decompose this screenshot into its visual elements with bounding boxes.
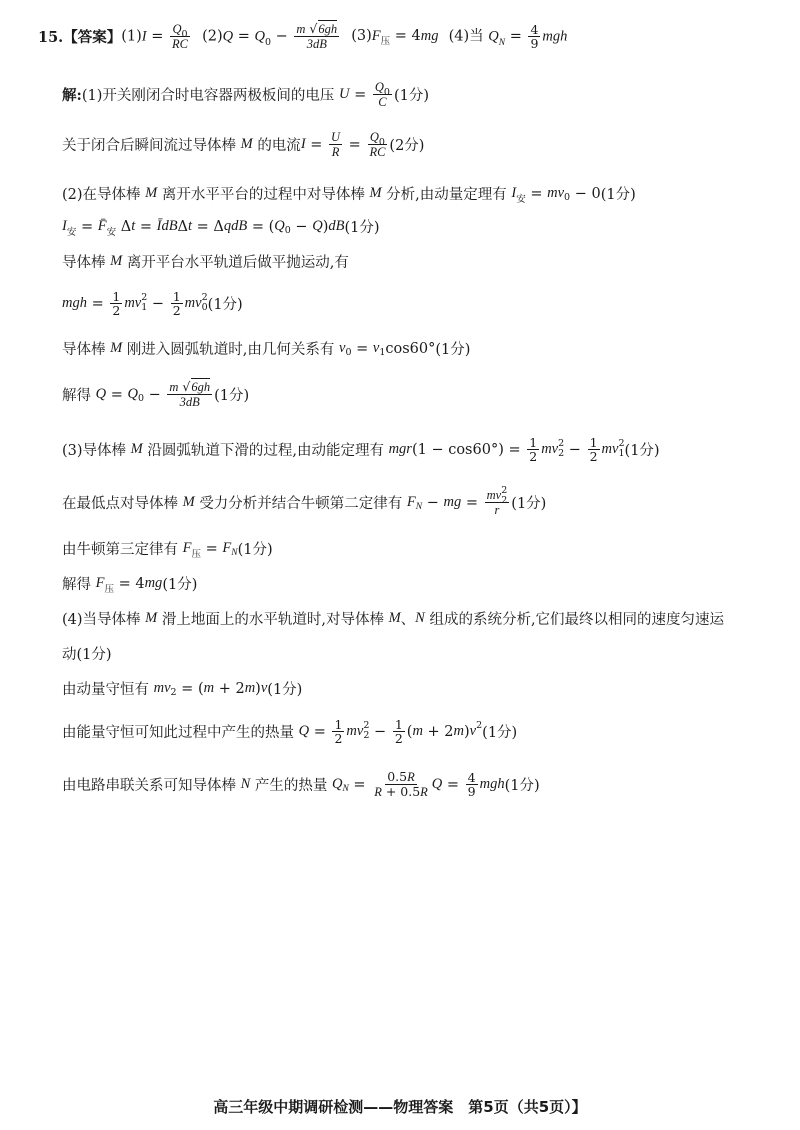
solution-line-13: (4)当导体棒 M 滑上地面上的水平轨道时,对导体棒 M 、 N 组成的系统分析,它们最终以相同的速度匀速运 xyxy=(62,610,725,628)
solution-text: (1)开关刚闭合时电容器两极板间的电压 xyxy=(81,88,335,105)
solution-line-7: 导体棒 M 刚进入圆弧轨道时,由几何关系有 v 0 = v 1 cos60° (1分) xyxy=(62,340,471,358)
answer-part-1: (1)I = $\frac{Q_0}{RC}$ xyxy=(121,22,188,52)
solution-line-15: 由动量守恒有 mv 2 = ( m + 2 m ) v (1分) xyxy=(62,680,303,698)
solution-line-10: 在最低点对导体棒 M 受力分析并结合牛顿第二定律有 F N − mg = $\frac{mv^2_2}{r}$ (1分) xyxy=(62,485,547,518)
solution-line-9: (3)导体棒 M 沿圆弧轨道下滑的过程,由动能定理有 mgr (1 − cos60°) = $\frac{1}{2}$ mv 2 2 − $\frac{1}{2}$ mv 2 1 (1分) xyxy=(62,435,660,465)
solution-line-5: 导体棒 M 离开平台水平轨道后做平抛运动,有 xyxy=(62,253,349,271)
page-footer: 高三年级中期调研检测——物理答案 第5页（共5页）】 xyxy=(213,1098,587,1116)
solution-line-6: mgh = $\frac{1}{2}$ mv 2 1 − $\frac{1}{2}$ mv 2 0 (1分) xyxy=(62,289,243,319)
solution-line-4: I 安 = F̄ 安 Δ t = ĪdB Δ t = Δ qdB = ( Q 0 − Q ) dB (1分) xyxy=(62,218,380,238)
solution-line-11: 由牛顿第三定律有 F 压 = F N (1分) xyxy=(62,540,273,560)
solution-line-16: 由能量守恒可知此过程中产生的热量 Q = $\frac{1}{2}$ mv 2 2 − $\frac{1}{2}$ ( m + 2 m ) v 2 (1分) xyxy=(62,717,518,747)
answer-part-3: $(3)F_压 = 4mg$ xyxy=(351,28,439,48)
solution-line-8: 解得 Q = Q 0 − $\frac{m √6gh}{3dB}$ (1分) xyxy=(62,379,250,410)
solution-line-1: 解: (1)开关刚闭合时电容器两极板间的电压 U = $\frac{Q_0}{C}$ (1分) xyxy=(62,80,429,110)
answer-part-4: (4)当 $Q_N$ = $\frac{4}{9}$ mgh xyxy=(448,22,568,52)
solution-prefix: 解: xyxy=(62,87,82,105)
solution-line-3: (2)在导体棒 M 离开水平平台的过程中对导体棒 M 分析,由动量定理有 I 安 = mv 0 − 0 (1分) xyxy=(62,185,636,205)
answer-label: 15.【答案】 xyxy=(38,29,122,47)
solution-line-2: 关于闭合后瞬间流过导体棒 M 的电流 I = $\frac{U}{R}$ = $\frac{Q_0}{RC}$ (2分) xyxy=(62,130,425,160)
score: (1分) xyxy=(393,88,429,105)
answer-part-2: $(2)Q = Q_0$ − $\frac{m √6gh}{3dB}$ xyxy=(202,21,338,52)
solution-line-17: 由电路串联关系可知导体棒 N 产生的热量 Q N = $\frac{0.5R}{R + 0.5R}$ Q = $\frac{4}{9}$ mgh (1分) xyxy=(62,769,540,800)
score: (2分) xyxy=(389,138,425,155)
solution-line-12: 解得 F 压 = 4 mg (1分) xyxy=(62,575,198,595)
answer-summary xyxy=(38,22,776,51)
solution-line-14: 动(1分) xyxy=(62,647,112,663)
